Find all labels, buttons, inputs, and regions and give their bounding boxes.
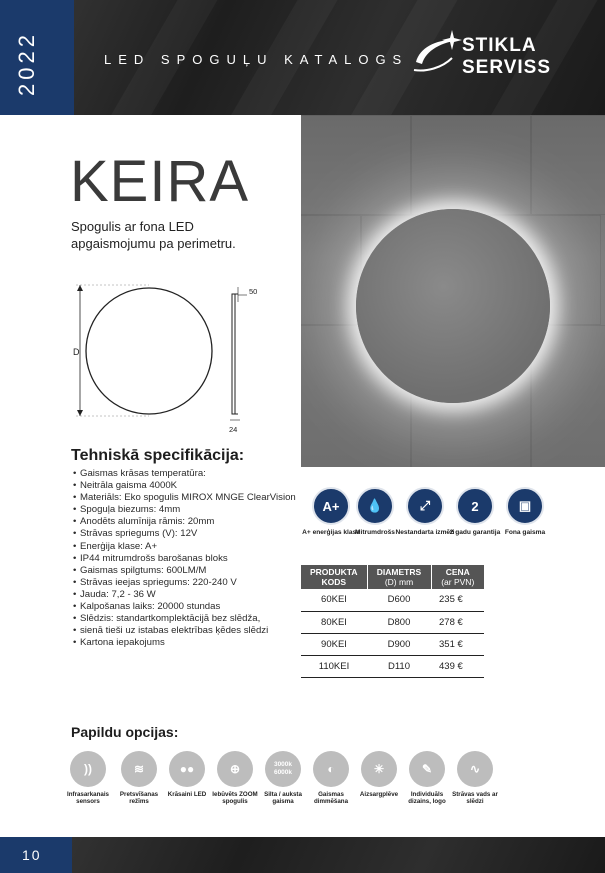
waterproof-icon: 💧 — [356, 487, 394, 525]
feature-label: 2 gadu garantija — [449, 529, 501, 536]
product-description: Spogulis ar fona LED apgaismojumu pa perimetru. — [71, 219, 236, 251]
round-mirror — [356, 209, 550, 403]
spec-item: • Jauda: 7,2 - 36 W — [73, 589, 303, 601]
warranty-icon: 2 — [456, 487, 494, 525]
cell-price: 439 € — [431, 655, 484, 677]
option-power-cord — [447, 751, 503, 806]
spec-item: • Gaismas krāsas temperatūra: — [73, 468, 303, 480]
custom-design-icon: ✎ — [409, 751, 445, 787]
cell-price: 278 € — [431, 611, 484, 633]
catalog-year: 2022 — [14, 31, 39, 96]
cell-price: 235 € — [431, 589, 484, 611]
spec-item: • Materiāls: Eko spogulis MIROX MNGE ClearVision — [73, 492, 303, 504]
color-temp-cold: 6000k — [273, 769, 293, 776]
power-cord-icon: ∿ — [457, 751, 493, 787]
depth-label: 50 — [249, 287, 258, 296]
cell-code: 80KEI — [301, 611, 367, 633]
warm-cold-light-icon — [265, 751, 301, 787]
catalog-title: LED SPOGUĻU KATALOGS — [104, 52, 409, 67]
options-title: Papildu opcijas: — [71, 724, 179, 740]
header-sub: (D) mm — [384, 577, 414, 587]
options-icons — [60, 751, 530, 813]
wall-tile — [531, 325, 605, 467]
product-name: KEIRA — [70, 149, 250, 214]
wall-tile — [411, 115, 531, 215]
logo-swoosh-icon — [412, 28, 464, 76]
option-label: Silta / auksta gaisma — [264, 791, 302, 806]
option-label: Pretsvīšanas režīms — [119, 791, 159, 806]
option-label: Gaismas dimmēšana — [313, 791, 349, 806]
option-label: Individuāls dizains, logo — [408, 791, 446, 806]
diameter-label: D — [73, 347, 80, 357]
logo-text-line1: STIKLA — [462, 35, 537, 56]
spec-title: Tehniskā specifikācija: — [71, 447, 245, 464]
spec-list — [73, 468, 303, 649]
option-infrared-sensor — [60, 751, 116, 806]
zoom-mirror-icon: ⊕ — [217, 751, 253, 787]
cell-code: 60KEI — [301, 589, 367, 611]
cell-diameter: D800 — [367, 611, 431, 633]
logo-text-line2: SERVISS — [462, 57, 552, 78]
wall-tile — [531, 115, 605, 215]
cell-code: 110KEI — [301, 655, 367, 677]
drawing-front-circle — [86, 288, 212, 414]
protective-film-icon: ✳ — [361, 751, 397, 787]
dimming-icon: ◐ — [313, 751, 349, 787]
spec-item: • Gaismas spilgtums: 600LM/M — [73, 565, 303, 577]
table-row — [301, 633, 484, 655]
page-header — [0, 0, 605, 115]
product-photo — [301, 115, 605, 467]
infrared-sensor-icon: )) — [70, 751, 106, 787]
page-footer — [0, 837, 605, 873]
option-label: Strāvas vads ar slēdzi — [452, 791, 498, 806]
cell-diameter: D600 — [367, 589, 431, 611]
spec-item: • Strāvas spriegums (V): 12V — [73, 528, 303, 540]
feature-icons — [301, 487, 605, 551]
header-main: DIAMETRS — [376, 567, 422, 577]
option-label: Infrasarkanais sensors — [67, 791, 109, 806]
feature-label: Mitrumdrošs — [355, 529, 395, 536]
wall-tile — [301, 215, 361, 325]
spec-item: • Strāvas ieejas spriegums: 220-240 V — [73, 577, 303, 589]
page-number-band — [0, 837, 72, 873]
color-temp-warm: 3000k — [273, 761, 293, 768]
backlight-icon: ▣ — [506, 487, 544, 525]
cell-diameter: D110 — [367, 655, 431, 677]
price-table-header — [301, 565, 484, 589]
feature-backlight — [495, 487, 555, 537]
option-label: Aizsargplēve — [359, 791, 399, 798]
spec-item: • Slēdzis: standartkomplektācijā bez slēdža, — [73, 613, 303, 625]
brand-logo — [412, 18, 552, 88]
page-number: 10 — [22, 847, 42, 863]
spec-item: • IP44 mitrumdrošs barošanas bloks — [73, 553, 303, 565]
spec-item: • Kalpošanas laiks: 20000 stundas — [73, 601, 303, 613]
header-sub: (ar PVN) — [441, 577, 475, 587]
column-header-price — [431, 565, 484, 589]
technical-drawing — [70, 282, 280, 434]
column-header-diameter — [367, 565, 431, 589]
anti-fog-icon: ≋ — [121, 751, 157, 787]
option-label: Iebūvēts ZOOM spogulis — [212, 791, 258, 806]
cell-diameter: D900 — [367, 633, 431, 655]
cell-price: 351 € — [431, 633, 484, 655]
header-sub: KODS — [321, 577, 347, 587]
header-main: PRODUKTA — [309, 567, 358, 577]
feature-label: Fona gaisma — [504, 529, 546, 536]
price-table — [301, 565, 484, 678]
spec-item: • Neitrāla gaisma 4000K — [73, 480, 303, 492]
spec-item: • Spoguļa biezums: 4mm — [73, 504, 303, 516]
thickness-label: 24 — [229, 425, 238, 434]
feature-label: Nestandarta izmēri — [395, 529, 455, 536]
column-header-code — [301, 565, 367, 589]
spec-item: • Kartona iepakojums — [73, 637, 303, 649]
table-row — [301, 611, 484, 633]
drawing-side-view — [232, 294, 235, 414]
spec-item: • Enerģija klase: A+ — [73, 541, 303, 553]
energy-class-icon: A+ — [312, 487, 350, 525]
table-row — [301, 589, 484, 611]
feature-label: A+ enerģijas klase — [302, 529, 360, 536]
spec-item: • sienā tieši uz istabas elektrības ķēdes slēdzi — [73, 625, 303, 637]
spec-item: • Anodēts alumīnija rāmis: 20mm — [73, 516, 303, 528]
cell-code: 90KEI — [301, 633, 367, 655]
table-row — [301, 655, 484, 677]
option-label: Krāsaini LED — [167, 791, 207, 798]
wall-tile — [301, 115, 411, 215]
header-main: CENA — [445, 567, 470, 577]
custom-size-icon: ⤢ — [406, 487, 444, 525]
year-band — [0, 0, 74, 115]
color-led-icon: ●● — [169, 751, 205, 787]
